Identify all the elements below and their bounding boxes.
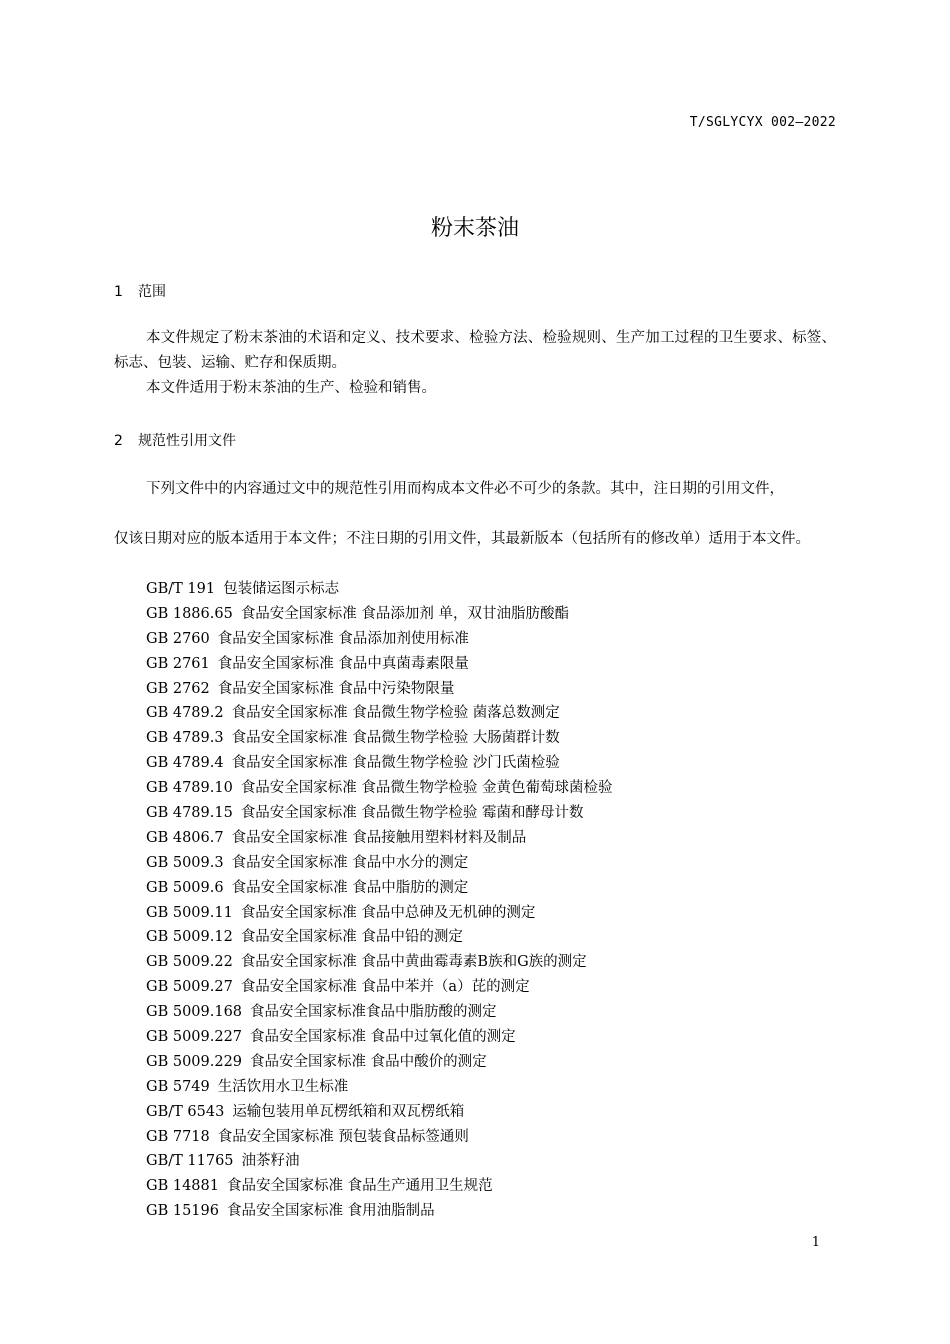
reference-title: 食品安全国家标准 食品中铅的测定 xyxy=(240,929,463,946)
reference-item xyxy=(146,826,613,851)
reference-item xyxy=(146,701,613,726)
reference-item xyxy=(146,876,613,901)
scope-paragraph-1: 本文件规定了粉末茶油的术语和定义、技术要求、检验方法、检验规则、生产加工过程的卫生要求、标签、标志、包装、运输、贮存和保质期。 xyxy=(114,330,836,371)
reference-code: GB 1886.65 xyxy=(146,605,233,622)
reference-title: 食品安全国家标准 食品中酸价的测定 xyxy=(250,1053,487,1070)
reference-item xyxy=(146,627,613,652)
reference-item xyxy=(146,602,613,627)
reference-item xyxy=(146,1100,613,1125)
reference-item xyxy=(146,851,613,876)
reference-code: GB 5009.3 xyxy=(146,854,224,871)
reference-code: GB 5009.227 xyxy=(146,1029,243,1046)
reference-title: 食品安全国家标准 食品中水分的测定 xyxy=(231,854,469,871)
reference-item xyxy=(146,1174,613,1199)
reference-title: 食品安全国家标准 食品中黄曲霉毒素B族和G族的测定 xyxy=(240,954,587,971)
reference-title: 食品安全国家标准 食品微生物学检验 霉菌和酵母计数 xyxy=(240,805,584,822)
reference-item xyxy=(146,1050,613,1075)
reference-item xyxy=(146,726,613,751)
reference-title: 食品安全国家标准 食品添加剂使用标准 xyxy=(217,630,469,647)
reference-code: GB 5009.22 xyxy=(146,954,233,971)
reference-code: GB 5009.27 xyxy=(146,979,233,996)
reference-code: GB 5009.6 xyxy=(146,879,224,896)
reference-code: GB/T 11765 xyxy=(146,1153,234,1170)
reference-code: GB 5009.11 xyxy=(146,904,233,921)
reference-item xyxy=(146,1025,613,1050)
reference-item xyxy=(146,677,613,702)
reference-item xyxy=(146,751,613,776)
reference-title: 食品安全国家标准食品中脂肪酸的测定 xyxy=(250,1004,497,1021)
reference-item xyxy=(146,950,613,975)
reference-code: GB 5009.168 xyxy=(146,1004,243,1021)
section-number: 1 xyxy=(114,284,123,300)
section-heading-normative-references xyxy=(114,430,236,450)
reference-title: 食品安全国家标准 预包装食品标签通则 xyxy=(217,1128,469,1145)
reference-code: GB 5009.229 xyxy=(146,1053,243,1070)
reference-item xyxy=(146,652,613,677)
reference-item xyxy=(146,925,613,950)
reference-title: 包装储运图示标志 xyxy=(223,581,340,597)
reference-title: 食品安全国家标准 食品微生物学检验 沙门氏菌检验 xyxy=(231,755,560,772)
reference-title: 食品安全国家标准 食品中过氧化值的测定 xyxy=(250,1029,516,1046)
reference-code: GB/T 191 xyxy=(146,581,216,597)
reference-item xyxy=(146,975,613,1000)
reference-title: 食品安全国家标准 食品接触用塑料材料及制品 xyxy=(231,829,527,846)
reference-item xyxy=(146,1000,613,1025)
reference-title: 食品安全国家标准 食用油脂制品 xyxy=(226,1203,435,1220)
reference-code: GB 5749 xyxy=(146,1078,210,1095)
section-title: 规范性引用文件 xyxy=(138,433,236,449)
reference-item xyxy=(146,1149,613,1174)
scope-paragraph-2: 本文件适用于粉末茶油的生产、检验和销售。 xyxy=(146,380,436,396)
reference-list xyxy=(146,577,613,1224)
reference-title: 食品安全国家标准 食品微生物学检验 金黄色葡萄球菌检验 xyxy=(240,780,613,797)
reference-code: GB 14881 xyxy=(146,1178,219,1195)
section-title: 范围 xyxy=(138,284,166,300)
reference-code: GB 15196 xyxy=(146,1203,219,1220)
reference-title: 食品安全国家标准 食品中污染物限量 xyxy=(217,680,455,697)
reference-title: 食品安全国家标准 食品微生物学检验 菌落总数测定 xyxy=(231,705,560,722)
reference-item xyxy=(146,1199,613,1224)
reference-title: 食品安全国家标准 食品中真菌毒素限量 xyxy=(217,655,469,672)
reference-code: GB 4789.2 xyxy=(146,705,224,722)
reference-code: GB/T 6543 xyxy=(146,1103,225,1120)
reference-title: 食品安全国家标准 食品生产通用卫生规范 xyxy=(226,1178,493,1195)
reference-item xyxy=(146,901,613,926)
reference-title: 油茶籽油 xyxy=(241,1153,300,1170)
references-intro-1: 下列文件中的内容通过文中的规范性引用而构成本文件必不可少的条款。其中，注日期的引用文件， xyxy=(146,481,784,497)
page-number: 1 xyxy=(811,1235,820,1250)
document-title: 粉末茶油 xyxy=(430,216,519,241)
section-number: 2 xyxy=(114,433,123,449)
reference-code: GB 4806.7 xyxy=(146,829,224,846)
reference-code: GB 7718 xyxy=(146,1128,210,1145)
reference-item xyxy=(146,577,613,602)
reference-code: GB 5009.12 xyxy=(146,929,233,946)
reference-title: 食品安全国家标准 食品微生物学检验 大肠菌群计数 xyxy=(231,730,560,747)
reference-title: 食品安全国家标准 食品添加剂 单，双甘油脂肪酸酯 xyxy=(240,605,570,622)
reference-title: 食品安全国家标准 食品中总砷及无机砷的测定 xyxy=(240,904,536,921)
reference-item xyxy=(146,801,613,826)
reference-code: GB 2761 xyxy=(146,655,210,672)
reference-title: 食品安全国家标准 食品中苯并（a）芘的测定 xyxy=(240,979,530,996)
reference-code: GB 2762 xyxy=(146,680,210,697)
reference-item xyxy=(146,1125,613,1150)
reference-code: GB 4789.10 xyxy=(146,780,233,797)
reference-title: 运输包装用单瓦楞纸箱和双瓦楞纸箱 xyxy=(232,1103,465,1120)
reference-title: 生活饮用水卫生标准 xyxy=(217,1078,349,1095)
references-intro-2: 仅该日期对应的版本适用于本文件；不注日期的引用文件，其最新版本（包括所有的修改单）适用于本文件。 xyxy=(114,531,810,547)
reference-item xyxy=(146,776,613,801)
section-heading-scope xyxy=(114,281,166,301)
reference-code: GB 4789.15 xyxy=(146,805,233,822)
reference-code: GB 2760 xyxy=(146,630,210,647)
reference-item xyxy=(146,1075,613,1100)
document-code: T/SGLYCYX 002—2022 xyxy=(689,115,836,130)
reference-title: 食品安全国家标准 食品中脂肪的测定 xyxy=(231,879,469,896)
reference-code: GB 4789.3 xyxy=(146,730,224,747)
reference-code: GB 4789.4 xyxy=(146,755,224,772)
